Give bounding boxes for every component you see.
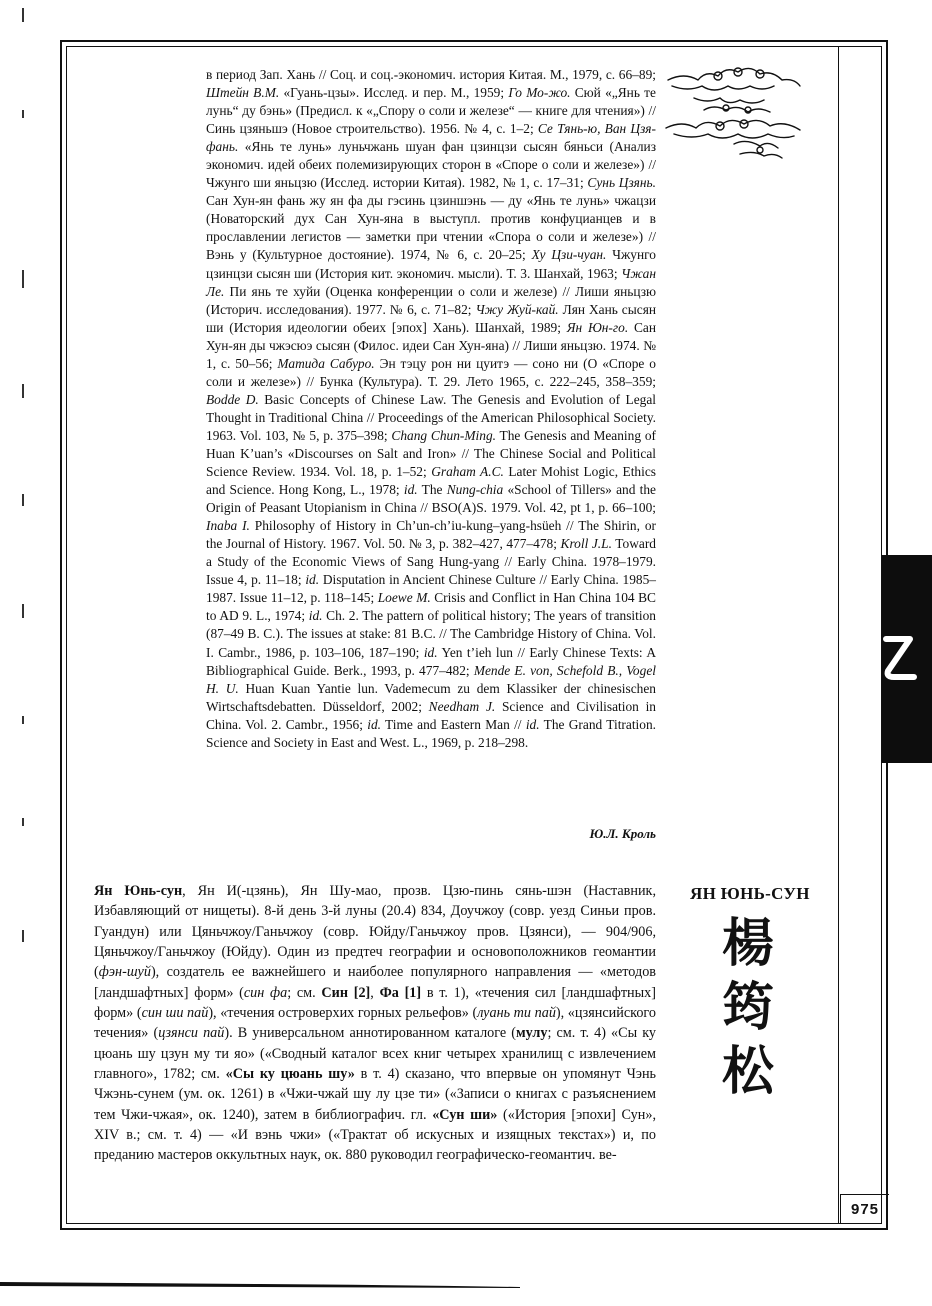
text-run: Toward a Study of the Economic Views of Sang Hung-yang // Early China. 1978–1979. Issue 4, p. 11–18;	[206, 536, 656, 588]
text-run: The Grand Titration. Science and Society in East and West. L., 1969, p. 218–298.	[206, 716, 656, 750]
text-run: Лян Хань сысян ши (История идеологии обеих [эпох] Хань). Шанхай, 1989;	[206, 301, 657, 335]
text-run: Син [2]	[321, 984, 371, 1001]
text-run: Mende E. von, Schefold B., Vogel H. U.	[206, 662, 656, 696]
entry-headword: ЯН ЮНЬ-СУН	[690, 884, 810, 903]
text-run: Штейн В.М.	[206, 85, 280, 101]
text-run: Nung-chia	[446, 482, 504, 498]
text-run: Yen t’ieh lun // Early Chinese Texts: A Bibliographical Guide. Berk., 1993, p. 477–482;	[206, 644, 656, 678]
text-run: , Ян И(-цзянь), Ян Шу-мао, прозв. Цзю-пинь сянь-шэн (Наставник, Избавляющий от нищеты). 8-й день 3-й луны (20.4) 834, Доучжоу (совр. уезд Синьи пров. Гуандун) или Цяньчжоу/Ганьчжоу (совр. Юйду/Ганьчжоу пров. Цзянси), — 904/906, Цяньчжоу/Ганьчжоу (Юйду). Один из предтеч географии и основоположников геомантии (	[94, 883, 656, 981]
author-signature: Ю.Л. Кроль	[589, 826, 656, 841]
text-run: id.	[367, 716, 381, 732]
text-run: мулу	[516, 1025, 548, 1042]
text-run: («История [эпохи] Сун», XIV в.; см. т. 4) — «И вэнь чжи» («Трактат об искусных и изящных текстах») и, по преданию мастеров оккультных наук, ок. 880 руководил географическо-геомантич. ве-	[94, 1106, 656, 1164]
section-thumb-tab	[882, 555, 932, 763]
text-run: Science and Civilisation in China. Vol. 2. Cambr., 1956;	[206, 698, 656, 732]
text-run: ), «цзянсийского течения» (	[94, 1005, 656, 1042]
text-run: «Янь те лунь» луньчжань шуан фан цзинцзи сысян бяньси (Анализ экономич. идей обеих полемизирующих сторон в «Споре о соли и железе») // Чжунго ши яньцзю (Исслед. истории Китая). 1982, № 1, с. 17–31;	[206, 139, 656, 191]
text-run: Сюй «„Янь те лунь“ ду бэнь» (Предисл. к «„Спору о соли и железе“ — книге для чтения») // Синь цзяньшэ (Новое строительство). 1956. № 4, с. 1–2;	[206, 85, 656, 137]
text-run: «Сы ку цюань шу»	[225, 1066, 355, 1083]
text-run: Сан Хун-ян ды чжэсюэ сысян (Филос. идеи Сан Хун-яна) // Лиши яньцзю. 1974. № 1, с. 50–56;	[206, 319, 657, 371]
text-run: Needham J.	[428, 698, 496, 714]
margin-column-divider	[838, 46, 839, 1224]
text-run: Loewe M.	[377, 590, 431, 606]
text-run: фэн-шуй	[98, 964, 151, 981]
paragraph	[94, 881, 656, 1166]
cloud-ornament-icon	[664, 58, 804, 168]
text-run: «School of Tillers» and the Origin of Peasant Utopianism in China // BSO(A)S. 1979. Vol. 42, pt 1, p. 66–100;	[206, 482, 656, 516]
text-run: Эн тэцу рон ни цуитэ — соно ни (О «Споре о соли и железе») // Бунка (Культура). Т. 29. Лето 1965, с. 222–245, 358–359;	[206, 355, 656, 389]
hanzi-char: 楊	[721, 914, 774, 974]
text-run: Се Тянь-ю, Ван Цзя-фань.	[206, 121, 656, 155]
text-run: id.	[525, 716, 540, 732]
text-run: Philosophy of History in Ch’un-ch’iu-kung–yang-hsüeh // The Shirin, or the Journal of History. 1967. Vol. 50. № 3, p. 382–427, 477–478;	[206, 518, 656, 552]
text-run: в т. 1), «течения сил [ландшафтных] форм» (	[94, 984, 656, 1022]
text-run: Чжунго цзинцзи сысян ши (История кит. экономич. мысли). Т. 3. Шанхай, 1963;	[206, 247, 656, 281]
text-run: Го Мо-жо.	[508, 85, 571, 101]
text-run: ,	[370, 984, 380, 1001]
references-block	[206, 66, 656, 752]
hanzi-char: 筠	[721, 978, 774, 1038]
text-run: ; см.	[287, 984, 322, 1001]
text-run: Huan Kuan Yantie lun. Vademecum zu dem Klassiker der chinesischen Wirtschaftsdebatten. Düsseldorf, 2002;	[206, 680, 656, 714]
text-run: id.	[305, 572, 320, 588]
text-run: Ch. 2. The pattern of political history; The years of transition (87–49 B. C.). The issues at stake: 81 B.C. // The Cambridge History of China. Vol. I. Cambr., 1986, p. 103–106, 187–190;	[206, 608, 656, 660]
page-number: 975	[840, 1194, 889, 1223]
text-run: Graham A.C.	[431, 464, 504, 480]
scan-edge-line	[0, 1280, 520, 1288]
text-run: Chang Chun-Ming.	[391, 427, 496, 443]
text-run: син фа	[243, 984, 288, 1001]
text-run: id.	[308, 608, 323, 624]
text-run: Матида Сабуро.	[277, 355, 375, 371]
text-run: Bodde D.	[206, 391, 259, 407]
text-run: ), создатель ее важнейшего и наиболее популярного направления — «методов [ландшафтных] форм» (	[94, 964, 656, 1001]
text-run: Чжу Жуй-кай.	[475, 301, 559, 317]
text-run: id.	[403, 482, 418, 498]
text-run: Crisis and Conflict in Han China 104 BC to AD 9. L., 1974;	[206, 590, 656, 624]
text-run: The	[417, 482, 447, 498]
text-run: Disputation in Ancient Chinese Culture // Early China. 1985–1987. Issue 11–12, p. 118–145;	[206, 572, 656, 606]
text-run: син ши пай	[141, 1005, 209, 1022]
text-run: ). В универсальном аннотированном каталоге (	[224, 1025, 517, 1042]
text-run: Later Mohist Logic, Ethics and Science. Hong Kong, L., 1978;	[206, 464, 656, 498]
entry-hanzi	[718, 912, 778, 1104]
text-run: Time and Eastern Man //	[381, 716, 526, 732]
tab-letter-glyph	[880, 627, 920, 687]
text-run: «Гуань-цзы». Исслед. и пер. М., 1959;	[279, 85, 509, 101]
text-run: цзянси пай	[158, 1025, 225, 1042]
text-run: Ян Юн-го.	[566, 319, 629, 335]
text-run: Basic Concepts of Chinese Law. The Genesis and Evolution of Legal Thought in Traditional China // Proceedings of the American Philosophical Society. 1963. Vol. 103, № 5, p. 375–398;	[206, 391, 656, 443]
paragraph	[206, 66, 656, 752]
text-run: ), «течения островерхих горных рельефов» (	[208, 1005, 478, 1022]
text-run: ; см. т. 4) «Сы ку цюань шу цзун му ти яо» («Сводный каталог всех книг четырех хранилищ с извлечением главного», 1782; см.	[94, 1025, 656, 1083]
text-run: «Сун ши»	[432, 1106, 498, 1123]
text-run: id.	[423, 644, 438, 660]
entry-body	[94, 881, 656, 1166]
text-run: Пи янь те хуйи (Оценка конференции о соли и железе) // Лиши яньцзю (Историч. исследования). 1977. № 6, с. 71–82;	[206, 283, 656, 317]
text-run: Inaba I.	[206, 518, 250, 534]
text-run: Ху Цзи-чуан.	[531, 247, 607, 263]
text-run: в т. 4) сказано, что впервые он упомянут Чэнь Чжэнь-сунем (ум. ок. 1261) в «Чжи-чжай шу лу цзе ти» («Записи о книгах с разъяснением тем Чжи-чжая», ок. 1240), затем в библиографич. гл.	[94, 1066, 657, 1123]
text-run: Сунь Цзянь.	[587, 175, 656, 191]
text-run: Сан Хун-ян фань жу ян фа ды гэсинь цзиншэнь — ду «Янь те лунь» чжацзи (Новаторский дух Сан Хун-яна в выступл. против конфуцианцев и в прославлении легистов — заметки при чтении «Спора о соли и железе») // Вэнь у (Культурное достояние). 1974, № 6, с. 20–25;	[206, 193, 656, 263]
text-run: в период Зап. Хань // Соц. и соц.-экономич. история Китая. М., 1979, с. 66–89;	[206, 67, 656, 82]
text-run: луань ти пай	[477, 1005, 556, 1022]
hanzi-char: 松	[721, 1042, 774, 1102]
text-run: Чжан Ле.	[206, 265, 656, 299]
scan-margin-marks	[22, 0, 28, 1306]
text-run: The Genesis and Meaning of Huan K’uan’s «Discourses on Salt and Iron» // The Chinese Social and Political Science Review. 1934. Vol. 18, p. 1–52;	[206, 427, 656, 480]
text-run: Фа [1]	[379, 984, 422, 1001]
text-run: Ян Юнь-сун	[94, 883, 183, 899]
text-run: Kroll J.L.	[560, 536, 612, 552]
